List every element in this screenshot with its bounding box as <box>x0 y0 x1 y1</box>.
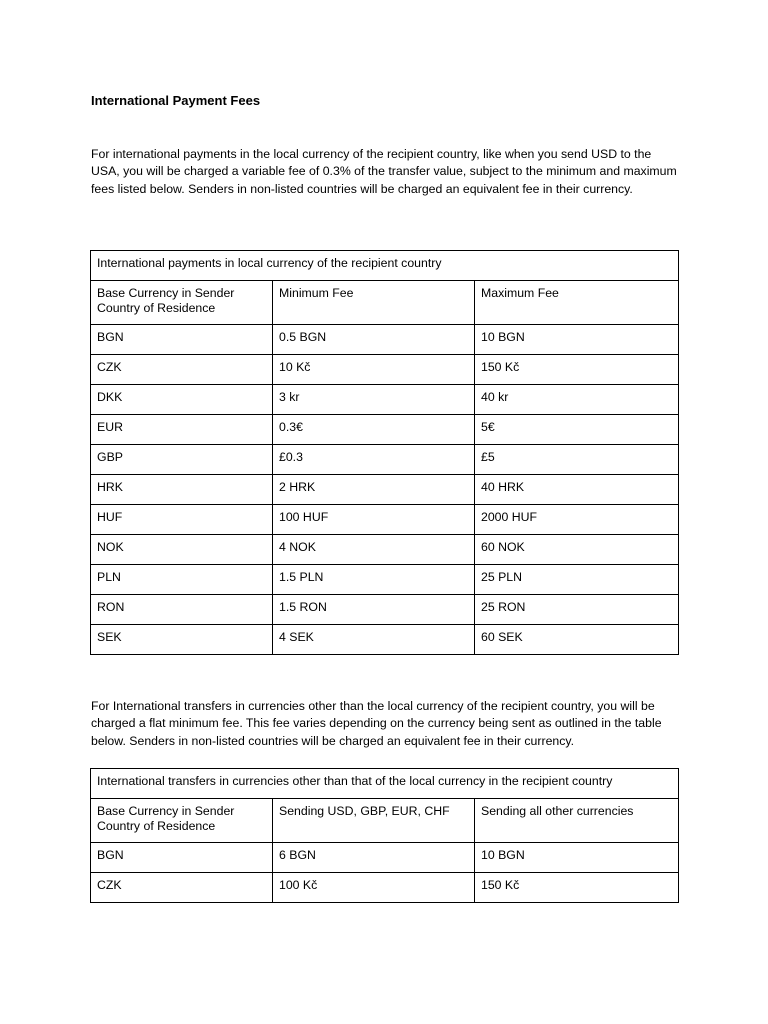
table-row <box>91 625 679 655</box>
table-row <box>91 415 679 445</box>
table-cell: BGN <box>91 843 273 873</box>
table-cell: 10 Kč <box>273 355 475 385</box>
table-cell: PLN <box>91 565 273 595</box>
table-cell: 2 HRK <box>273 475 475 505</box>
table-cell: 40 kr <box>475 385 679 415</box>
table-row <box>91 325 679 355</box>
column-header: Sending USD, GBP, EUR, CHF <box>273 799 475 843</box>
local-currency-fee-table <box>90 250 679 655</box>
other-currency-fee-table <box>90 768 679 903</box>
page-title: International Payment Fees <box>91 93 261 108</box>
table-row <box>91 505 679 535</box>
table-cell: 6 BGN <box>273 843 475 873</box>
table-cell: 0.3€ <box>273 415 475 445</box>
table-cell: CZK <box>91 355 273 385</box>
table-cell: £0.3 <box>273 445 475 475</box>
table-cell: 100 Kč <box>273 873 475 903</box>
table-cell: GBP <box>91 445 273 475</box>
table-cell: 4 NOK <box>273 535 475 565</box>
intro-paragraph: For international payments in the local currency of the recipient country, like when you send USD to the USA, you will be charged a variable fee of 0.3% of the transfer value, subject to the minimum and maximum fees listed below. Senders in non-listed countries will be charged an equivalent fee in their currency. <box>91 147 677 196</box>
table-row <box>91 535 679 565</box>
table-cell: 150 Kč <box>475 355 679 385</box>
table-cell: 2000 HUF <box>475 505 679 535</box>
transfer-paragraph: For International transfers in currencies other than the local currency of the recipient country, you will be charged a flat minimum fee. This fee varies depending on the currency being sent as outlined in the table below. Senders in non-listed countries will be charged an equivalent fee in their currency. <box>91 699 662 748</box>
column-header: Sending all other currencies <box>475 799 679 843</box>
table-cell: 4 SEK <box>273 625 475 655</box>
table-cell: 3 kr <box>273 385 475 415</box>
table-cell: £5 <box>475 445 679 475</box>
table-caption-row <box>91 251 679 281</box>
table-row <box>91 385 679 415</box>
column-header: Minimum Fee <box>273 281 475 325</box>
table-cell: RON <box>91 595 273 625</box>
table-caption: International payments in local currency of the recipient country <box>91 251 679 281</box>
table-row <box>91 843 679 873</box>
table-row <box>91 595 679 625</box>
table-cell: 25 RON <box>475 595 679 625</box>
table-header-row <box>91 799 679 843</box>
table-caption-row <box>91 769 679 799</box>
table-cell: 150 Kč <box>475 873 679 903</box>
table-cell: CZK <box>91 873 273 903</box>
column-header: Base Currency in Sender Country of Residence <box>91 281 273 325</box>
table-cell: HRK <box>91 475 273 505</box>
table-header-row <box>91 281 679 325</box>
table-cell: 60 SEK <box>475 625 679 655</box>
table-cell: SEK <box>91 625 273 655</box>
column-header: Base Currency in Sender Country of Residence <box>91 799 273 843</box>
table-cell: 10 BGN <box>475 325 679 355</box>
table-row <box>91 445 679 475</box>
table-row <box>91 475 679 505</box>
table-cell: BGN <box>91 325 273 355</box>
table-cell: 0.5 BGN <box>273 325 475 355</box>
table-cell: 10 BGN <box>475 843 679 873</box>
table-cell: HUF <box>91 505 273 535</box>
table-cell: 100 HUF <box>273 505 475 535</box>
table-cell: 25 PLN <box>475 565 679 595</box>
table-row <box>91 355 679 385</box>
table-caption: International transfers in currencies other than that of the local currency in the recipient country <box>91 769 679 799</box>
table-cell: 1.5 RON <box>273 595 475 625</box>
table-cell: 40 HRK <box>475 475 679 505</box>
column-header: Maximum Fee <box>475 281 679 325</box>
table-cell: EUR <box>91 415 273 445</box>
table-row <box>91 873 679 903</box>
table-cell: DKK <box>91 385 273 415</box>
table-row <box>91 565 679 595</box>
table-cell: 1.5 PLN <box>273 565 475 595</box>
table-cell: 60 NOK <box>475 535 679 565</box>
table-cell: 5€ <box>475 415 679 445</box>
table-cell: NOK <box>91 535 273 565</box>
